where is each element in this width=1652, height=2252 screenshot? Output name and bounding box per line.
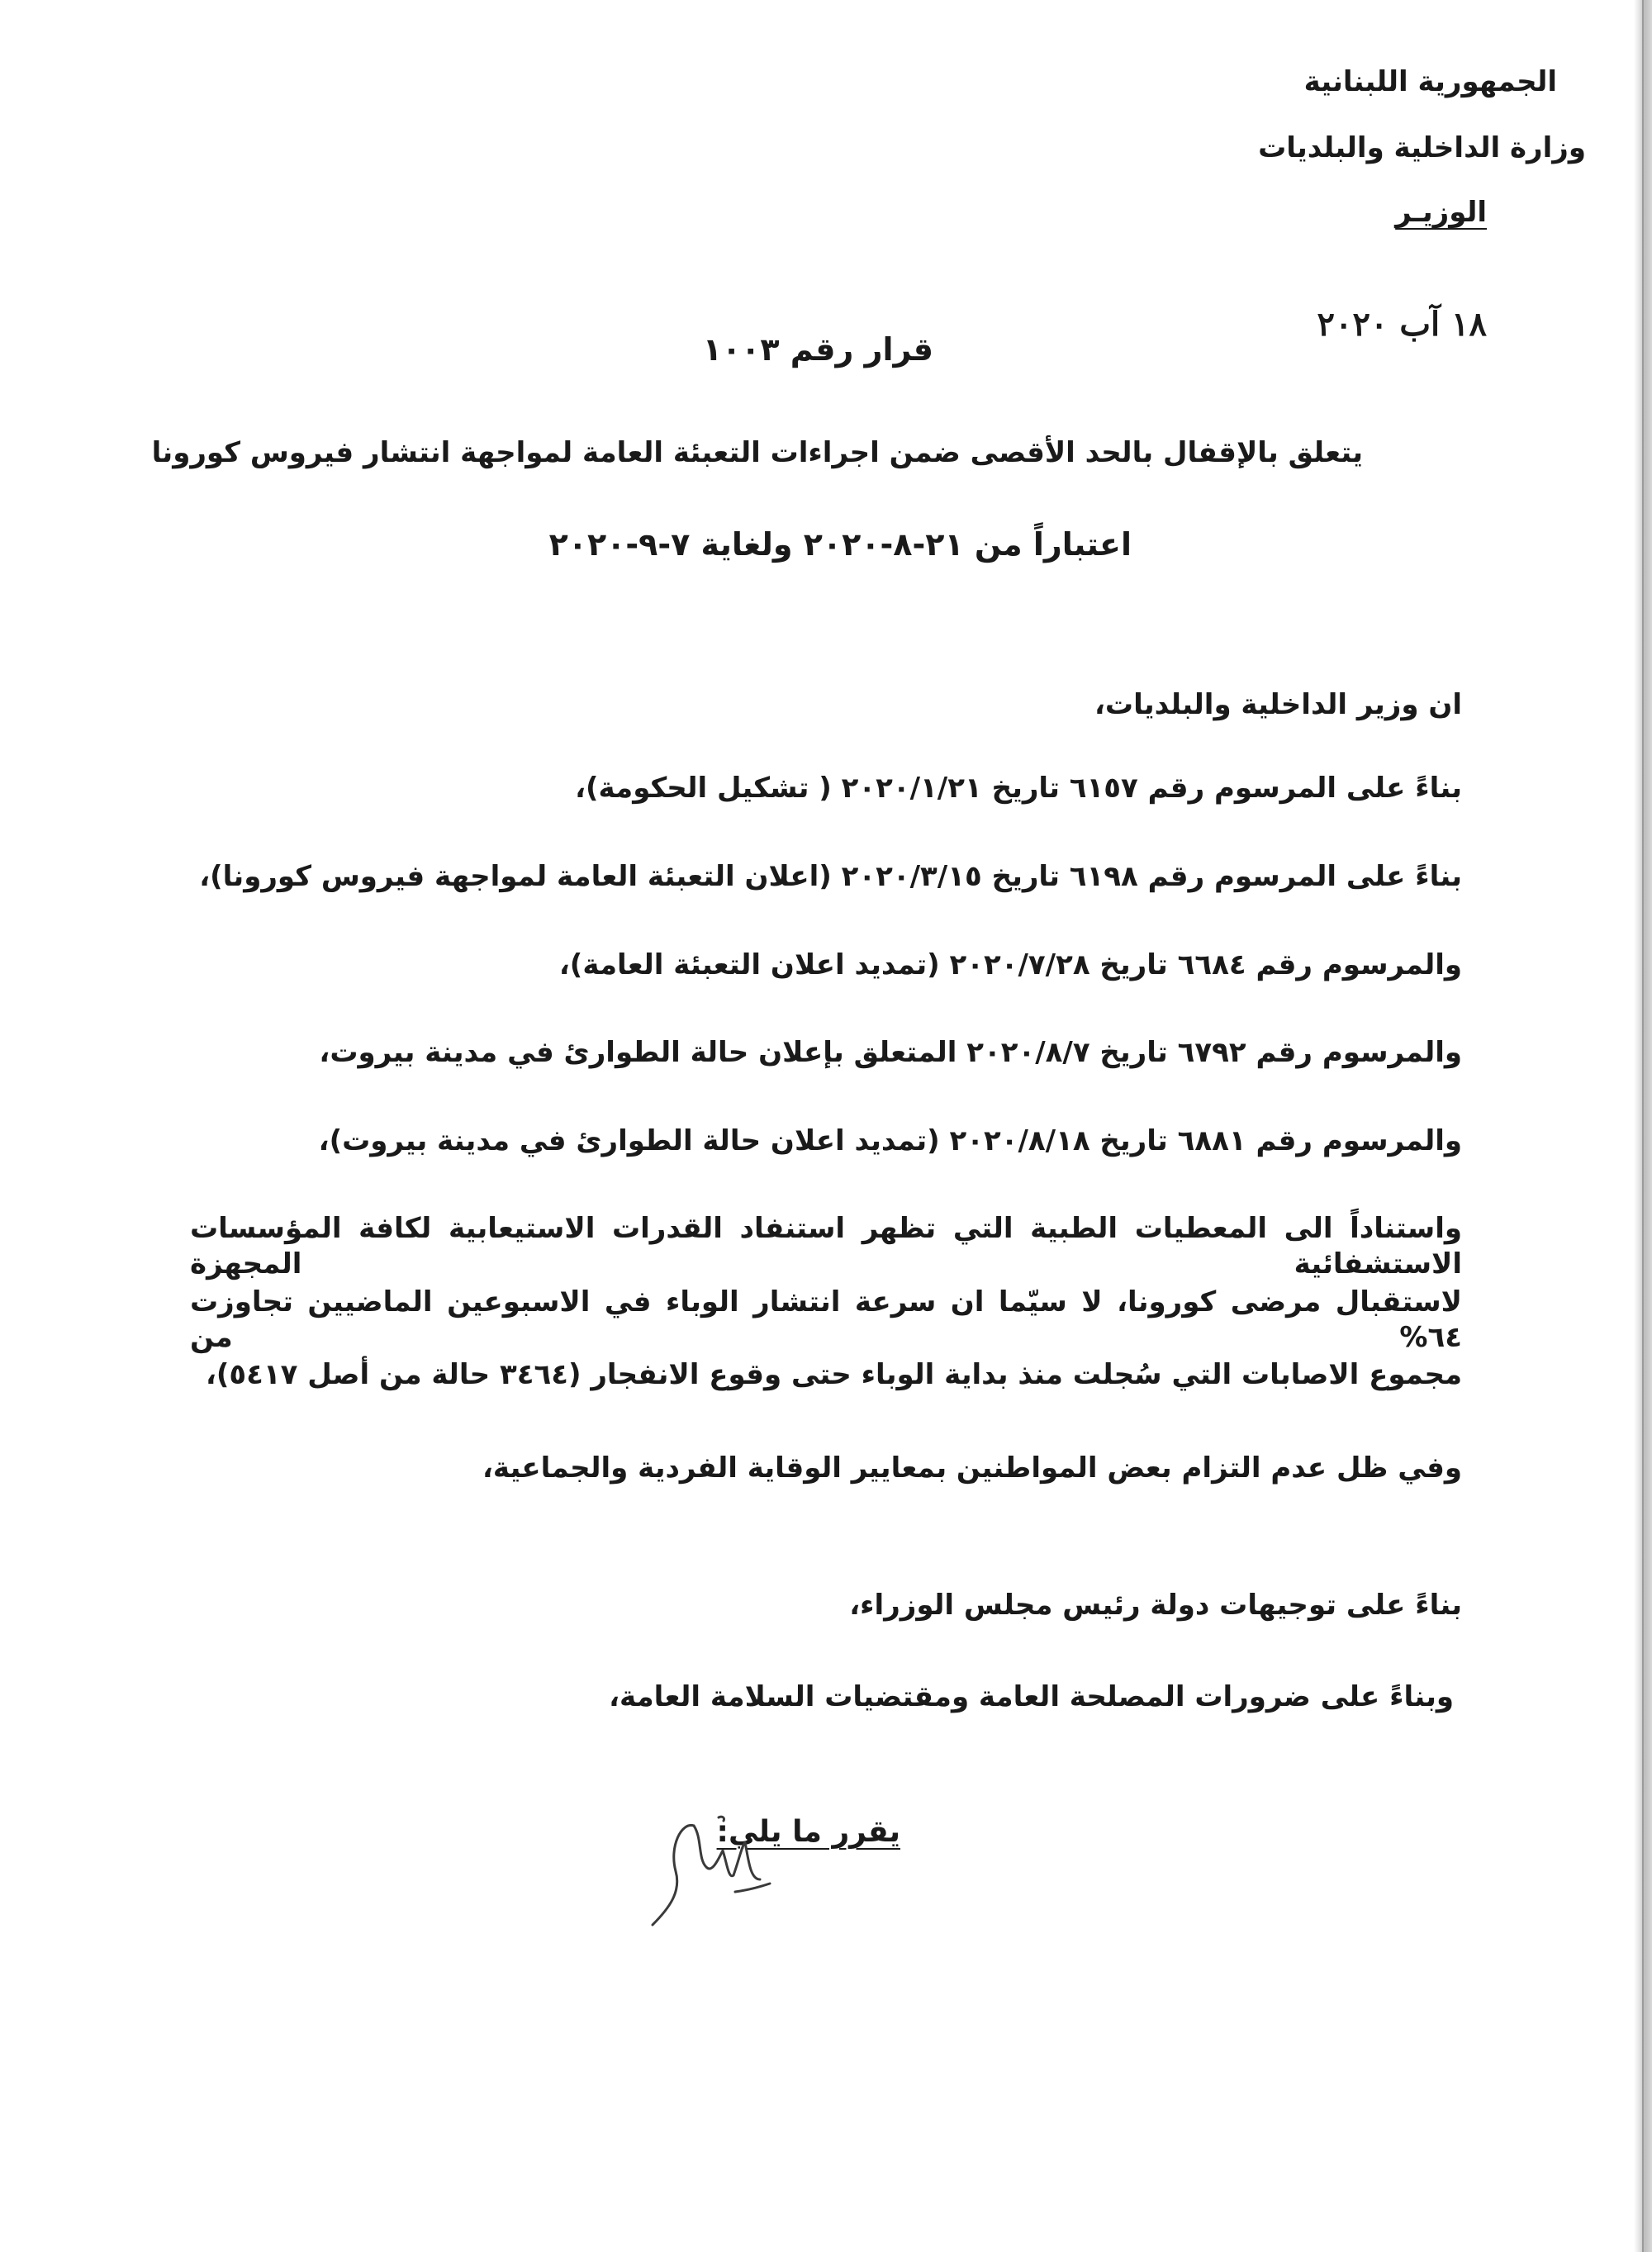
header-minister: الوزيـر: [1395, 196, 1487, 229]
decision-period: اعتباراً من ٢١-٨-٢٠٢٠ ولغاية ٧-٩-٢٠٢٠: [548, 526, 1132, 563]
signature-image: [636, 1801, 785, 1933]
body-medical-line-1: واستناداً الى المعطيات الطبية التي تظهر استنفاد القدرات الاستيعابية لكافة المؤسسات الاستشفائية المجهزة: [190, 1212, 1462, 1280]
page-edge-line: [1642, 0, 1644, 2252]
body-public-interest: وبناءً على ضرورات المصلحة العامة ومقتضيات السلامة العامة،: [609, 1680, 1454, 1713]
header-ministry: وزارة الداخلية والبلديات: [1258, 131, 1586, 164]
body-medical-line-3: مجموع الاصابات التي سُجلت منذ بداية الوباء حتى وقوع الانفجار (٣٤٦٤ حالة من أصل ٥٤١٧)،: [205, 1358, 1462, 1391]
decision-date: ١٨ آب ٢٠٢٠: [1317, 305, 1487, 344]
body-decree-1: بناءً على المرسوم رقم ٦١٥٧ تاريخ ٢٠٢٠/١/٢١ ( تشكيل الحكومة)،: [575, 772, 1462, 805]
body-noncompliance: وفي ظل عدم التزام بعض المواطنين بمعايير الوقاية الفردية والجماعية،: [482, 1451, 1462, 1485]
body-pm-directives: بناءً على توجيهات دولة رئيس مجلس الوزراء،: [849, 1589, 1462, 1622]
body-intro: ان وزير الداخلية والبلديات،: [1094, 688, 1462, 721]
body-decides: يقرر ما يلي:: [716, 1815, 900, 1849]
body-decree-5: والمرسوم رقم ٦٨٨١ تاريخ ٢٠٢٠/٨/١٨ (تمديد اعلان حالة الطوارئ في مدينة بيروت)،: [318, 1124, 1462, 1157]
body-decree-2: بناءً على المرسوم رقم ٦١٩٨ تاريخ ٢٠٢٠/٣/١٥ (اعلان التعبئة العامة لمواجهة فيروس كورونا)،: [199, 860, 1462, 893]
decision-subject: يتعلق بالإقفال بالحد الأقصى ضمن اجراءات التعبئة العامة لمواجهة انتشار فيروس كورونا: [151, 436, 1363, 469]
body-decree-3: والمرسوم رقم ٦٦٨٤ تاريخ ٢٠٢٠/٧/٢٨ (تمديد اعلان التعبئة العامة)،: [558, 948, 1462, 981]
header-republic: الجمهورية اللبنانية: [1303, 65, 1557, 98]
decision-title: قرار رقم ١٠٠٣: [702, 331, 933, 368]
body-decree-4: والمرسوم رقم ٦٧٩٢ تاريخ ٢٠٢٠/٨/٧ المتعلق بإعلان حالة الطوارئ في مدينة بيروت،: [319, 1036, 1462, 1069]
body-medical-line-2: لاستقبال مرضى كورونا، لا سيّما ان سرعة انتشار الوباء في الاسبوعين الماضيين تجاوزت ٦٤% من: [190, 1285, 1462, 1354]
